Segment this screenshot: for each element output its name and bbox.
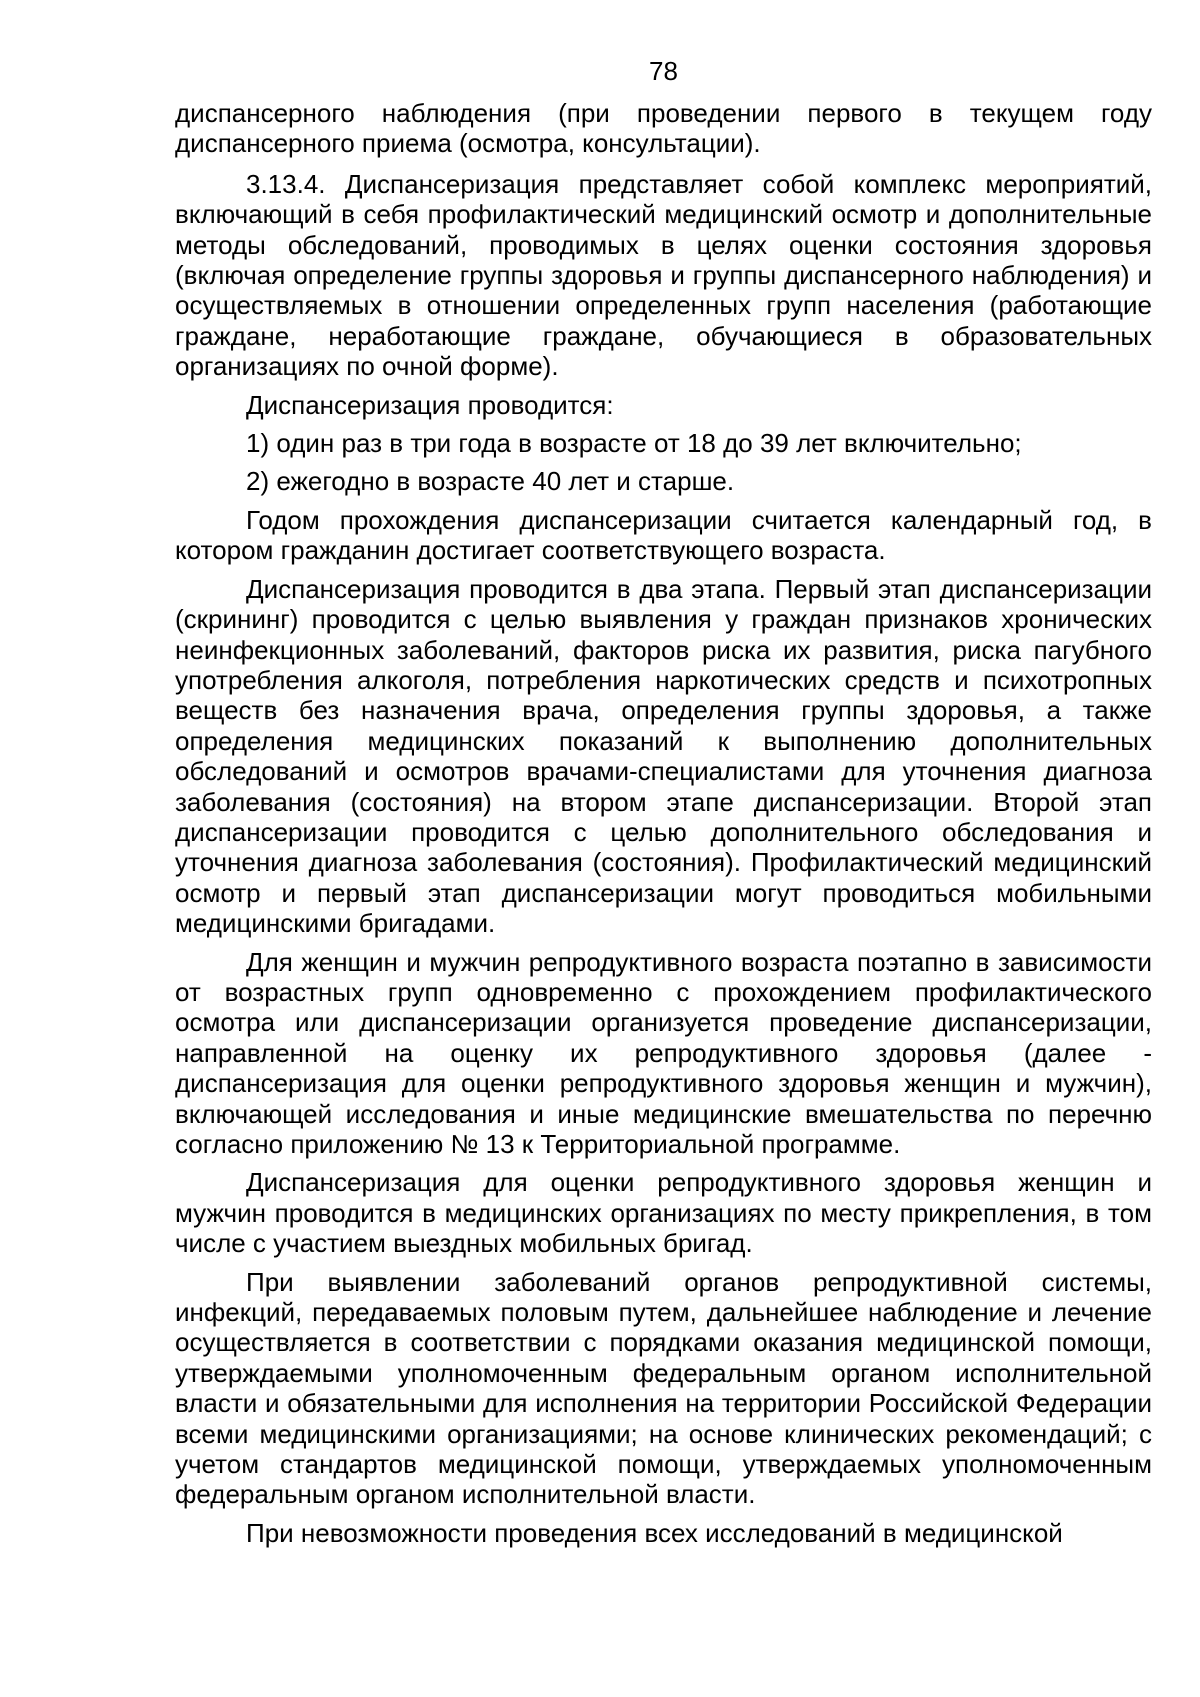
list-item-1: 1) один раз в три года в возрасте от 18 до 39 лет включительно; xyxy=(246,428,1022,459)
page-number: 78 xyxy=(649,56,678,86)
paragraph-impossibility: При невозможности проведения всех исследований в медицинской xyxy=(246,1517,1063,1548)
paragraph-disease-detection: При выявлении заболеваний органов репродуктивной системы, инфекций, передаваемых половым путем, дальнейшее наблюдение и лечение осуществляется в соответствии с порядками оказания медицинской помощи, утверждаемыми уполномоченным федеральным органом исполнительной власти и обязательными для исполнения на территории Российской Федерации всеми медицинскими организациями; на основе клинических рекомендаций; с учетом стандартов медицинской помощи, утверждаемых уполномоченным федеральным органом исполнительной власти. xyxy=(175,1266,1152,1510)
paragraph-calendar-year: Годом прохождения диспансеризации считается календарный год, в котором гражданин достигает соответствующего возраста. xyxy=(175,504,1152,566)
document-page xyxy=(175,56,1152,1556)
paragraph-continuation: диспансерного наблюдения (при проведении первого в текущем году диспансерного приема (осмотра, консультации). xyxy=(175,98,1152,159)
paragraph-dispensarization-conducted: Диспансеризация проводится: xyxy=(246,389,614,420)
paragraph-3-13-4: 3.13.4. Диспансеризация представляет собой комплекс мероприятий, включающий в себя профилактический медицинский осмотр и дополнительные методы обследований, проводимых в целях оценки состояния здоровья (включая определение группы здоровья и группы диспансерного наблюдения) и осуществляемых в отношении определенных групп населения (работающие граждане, неработающие граждане, обучающиеся в образовательных организациях по очной форме). xyxy=(175,168,1152,382)
paragraph-two-stages: Диспансеризация проводится в два этапа. Первый этап диспансеризации (скрининг) проводится с целью выявления у граждан признаков хронических неинфекционных заболеваний, факторов риска их развития, риска пагубного употребления алкоголя, потребления наркотических средств и психотропных веществ без назначения врача, определения группы здоровья, а также определения медицинских показаний к выполнению дополнительных обследований и осмотров врачами-специалистами для уточнения диагноза заболевания (состояния) на втором этапе диспансеризации. Второй этап диспансеризации проводится с целью дополнительного обследования и уточнения диагноза заболевания (состояния). Профилактический медицинский осмотр и первый этап диспансеризации могут проводиться мобильными медицинскими бригадами. xyxy=(175,573,1152,939)
paragraph-reproductive-age: Для женщин и мужчин репродуктивного возраста поэтапно в зависимости от возрастных групп одновременно с прохождением профилактического осмотра или диспансеризации организуется проведение диспансеризации, направленной на оценку их репродуктивного здоровья (далее - диспансеризация для оценки репродуктивного здоровья женщин и мужчин), включающей исследования и иные медицинские вмешательства по перечню согласно приложению № 13 к Территориальной программе. xyxy=(175,946,1152,1159)
list-item-2: 2) ежегодно в возрасте 40 лет и старше. xyxy=(246,466,735,497)
paragraph-reproductive-health-organizations: Диспансеризация для оценки репродуктивного здоровья женщин и мужчин проводится в медицинских организациях по месту прикрепления, в том числе с участием выездных мобильных бригад. xyxy=(175,1167,1152,1259)
